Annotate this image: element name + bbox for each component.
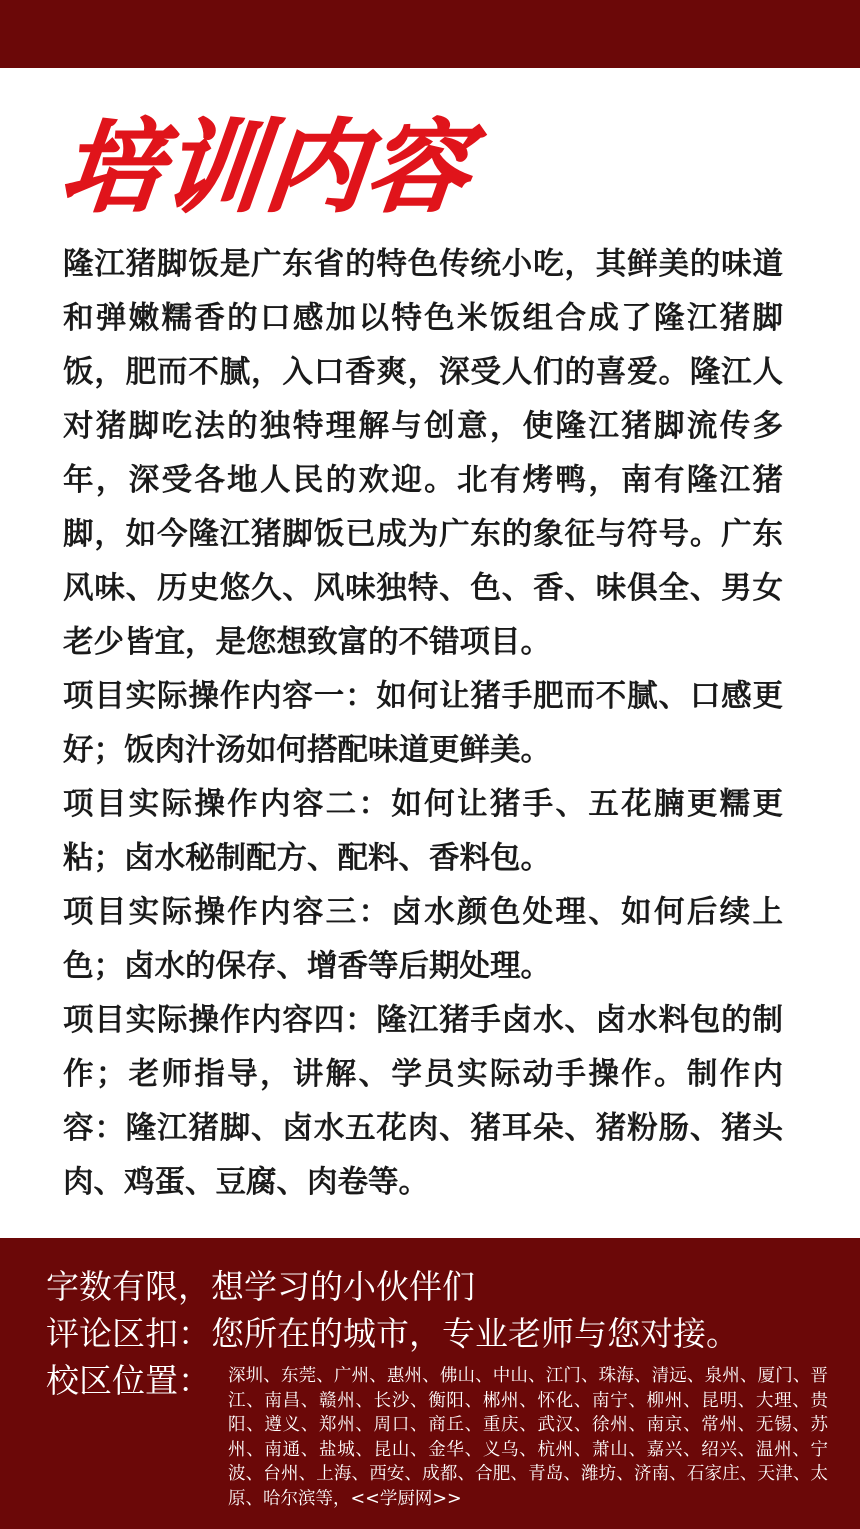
content-item-4: 项目实际操作内容四：隆江猪手卤水、卤水料包的制作；老师指导，讲解、学员实际动手操作。制作内容：隆江猪脚、卤水五花肉、猪耳朵、猪粉肠、猪头肉、鸡蛋、豆腐、肉卷等。 <box>63 1003 783 1200</box>
content-item-2: 项目实际操作内容二：如何让猪手、五花腩更糯更粘；卤水秘制配方、配料、香料包。 <box>63 787 783 876</box>
content-item-1: 项目实际操作内容一：如何让猪手肥而不腻、口感更好；饭肉汁汤如何搭配味道更鲜美。 <box>63 679 783 768</box>
footer-cta-line-2: 评论区扣：您所在的城市，专业老师与您对接。 <box>46 1314 739 1353</box>
campus-label: 校区位置： <box>46 1361 211 1400</box>
campus-list: 深圳、东莞、广州、惠州、佛山、中山、江门、珠海、清远、泉州、厦门、晋江、南昌、赣州、长沙、衡阳、郴州、怀化、南宁、柳州、昆明、大理、贵阳、遵义、郑州、周口、商丘、重庆、武汉、徐州、南京、常州、无锡、苏州、南通、盐城、昆山、金华、义乌、杭州、萧山、嘉兴、绍兴、温州、宁波、台州、上海、西安、成都、合肥、青岛、潍坊、济南、石家庄、天津、太原、哈尔滨等，<<学厨网>> <box>228 1366 828 1509</box>
footer-cta-line-1: 字数有限，想学习的小伙伴们 <box>46 1267 475 1306</box>
intro-paragraph: 隆江猪脚饭是广东省的特色传统小吃，其鲜美的味道和弹嫩糯香的口感加以特色米饭组合成了隆江猪脚饭，肥而不腻，入口香爽，深受人们的喜爱。隆江人对猪脚吃法的独特理解与创意，使隆江猪脚流传多年，深受各地人民的欢迎。北有烤鸭，南有隆江猪脚，如今隆江猪脚饭已成为广东的象征与符号。广东风味、历史悠久、风味独特、色、香、味俱全、男女老少皆宜，是您想致富的不错项目。 <box>63 247 783 660</box>
footer-banner <box>0 1238 860 1529</box>
content-item-3: 项目实际操作内容三：卤水颜色处理、如何后续上色；卤水的保存、增香等后期处理。 <box>63 895 783 984</box>
page-title: 培训内容 <box>55 109 477 226</box>
content-body <box>63 238 783 1210</box>
top-banner <box>0 0 860 68</box>
